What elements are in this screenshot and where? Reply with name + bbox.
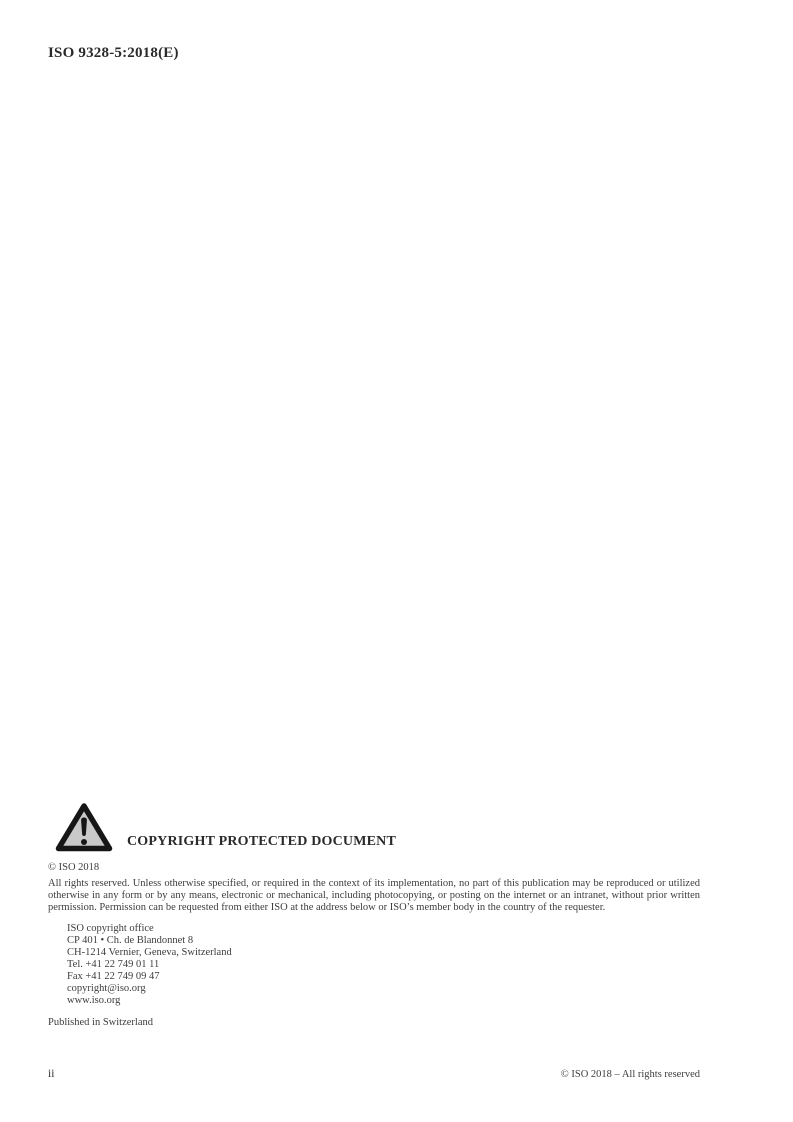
address-line-street: CP 401 • Ch. de Blandonnet 8 <box>67 934 194 946</box>
copyright-section <box>48 802 700 1028</box>
iso-address-block <box>48 923 700 1007</box>
footer-page-number: ii <box>48 1068 55 1080</box>
address-line-website: www.iso.org <box>67 994 121 1006</box>
copyright-title-row <box>48 802 700 853</box>
copyright-body-text: All rights reserved. Unless otherwise specified, or required in the context of its implementation, no part of this publication may be reproduced or utilized otherwise in any form or by any means, electronic or mechanical, including photocopying, or posting on the internet or an intranet, without prior written permission. Permission can be requested from either ISO at the address below or ISO’s member body in the country of the requester. <box>48 878 700 914</box>
address-line-fax: Fax +41 22 749 09 47 <box>67 970 160 982</box>
page-footer <box>48 1068 700 1080</box>
address-line-email: copyright@iso.org <box>67 982 146 994</box>
address-line-tel: Tel. +41 22 749 01 11 <box>67 958 160 970</box>
document-reference-header: ISO 9328-5:2018(E) <box>48 45 179 61</box>
address-line-office: ISO copyright office <box>67 922 154 934</box>
copyright-protected-title: COPYRIGHT PROTECTED DOCUMENT <box>127 834 397 849</box>
address-line-city: CH-1214 Vernier, Geneva, Switzerland <box>67 946 232 958</box>
warning-triangle-icon <box>48 802 113 853</box>
published-in-line: Published in Switzerland <box>48 1016 153 1028</box>
copyright-year-line: © ISO 2018 <box>48 862 100 873</box>
footer-copyright-notice: © ISO 2018 – All rights reserved <box>560 1069 700 1080</box>
